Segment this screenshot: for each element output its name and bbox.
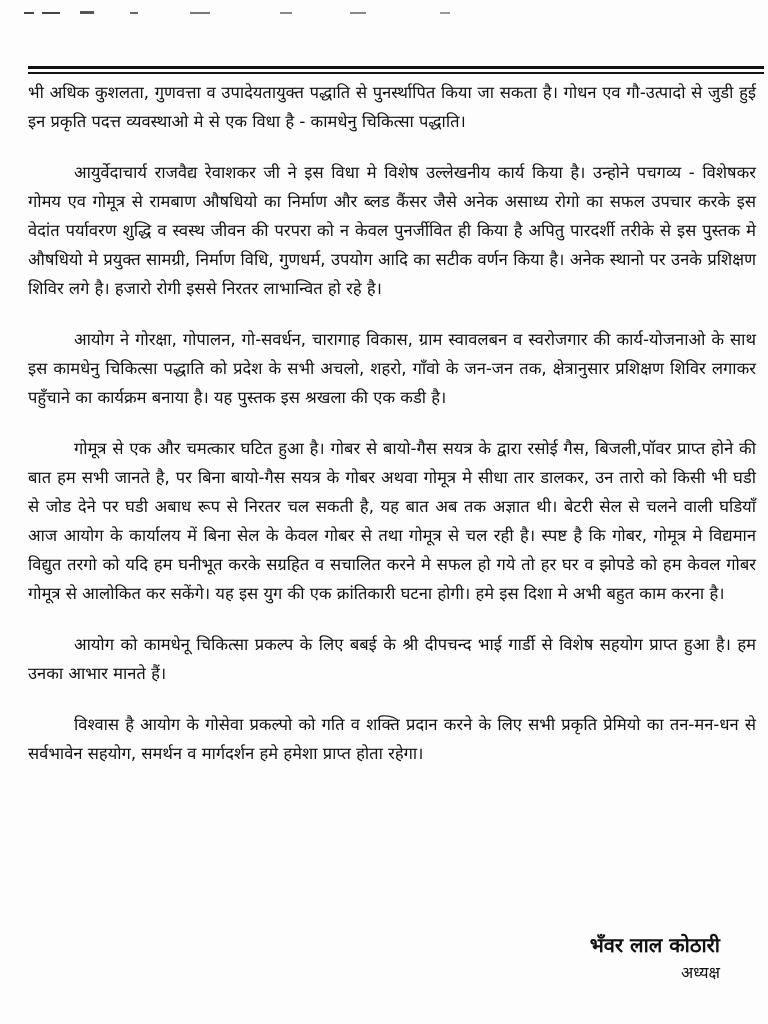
document-body (28, 78, 756, 790)
signature-block (590, 930, 720, 986)
paragraph-3: आयोग ने गोरक्षा, गोपालन, गो-सवर्धन, चारागाह विकास, ग्राम स्वावलबन व स्वरोजगार की कार्य-योजनाओ के साथ इस कामधेनु चिकित्सा पद्धाति को प्रदेश के सभी अचलो, शहरो, गाँवो के जन-जन तक, क्षेत्रानुसार प्रशिक्षण शिविर लगाकर पहुँचाने का कार्यक्रम बनाया है। यह पुस्तक इस श्रखला की एक कडी है। (28, 330, 756, 407)
top-divider-thin (28, 72, 764, 74)
paragraph-1: भी अधिक कुशलता, गुणवत्ता व उपादेयतायुक्त पद्धाति से पुनर्स्थापित किया जा सकता है। गोधन एव गौ-उत्पादो से जुडी हुई इन प्रकृति पदत्त व्यवस्थाओ मे से एक विधा है - कामधेनु चिकित्सा पद्धाति। (28, 83, 756, 131)
scan-artifact-marks (20, 8, 540, 18)
signatory-title: अध्यक्ष (681, 963, 720, 982)
paragraph-5: आयोग को कामधेनू चिकित्सा प्रकल्प के लिए बबई के श्री दीपचन्द भाई गार्डी से विशेष सहयोग प्राप्त हुआ है। हम उनका आभार मानते हैं। (28, 635, 756, 683)
signatory-name: भँवर लाल कोठारी (589, 933, 720, 957)
paragraph-4: गोमूत्र से एक और चमत्कार घटित हुआ है। गोबर से बायो-गैस सयत्र के द्वारा रसोई गैस, बिजली,पॉवर प्राप्त होने की बात हम सभी जानते है, पर बिना बायो-गैस सयत्र के गोबर अथवा गोमूत्र मे सीधा तार डालकर, उन तारो को किसी भी घडी से जोड देने पर घडी अबाध रूप से निरतर चल सकती है, यह बात अब तक अज्ञात थी। बेटरी सेल से चलने वाली घडियाँ आज आयोग के कार्यालय में बिना सेल के केवल गोबर से तथा गोमूत्र से चल रही है। स्पष्ट है कि गोबर, गोमूत्र मे विद्यमान विद्युत तरगो को यदि हम घनीभूत करके सग्रहित व सचालित करने मे सफल हो गये तो हर घर व झोपडे को हम केवल गोबर गोमूत्र से आलोकित कर सकेंगे। यह इस युग की एक क्रांतिकारी घटना होगी। हमे इस दिशा मे अभी बहुत काम करना है। (28, 439, 756, 603)
top-divider-thick (28, 66, 764, 69)
paragraph-2: आयुर्वेदाचार्य राजवैद्य रेवाशकर जी ने इस विधा मे विशेष उल्लेखनीय कार्य किया है। उन्होने पचगव्य - विशेषकर गोमय एव गोमूत्र से रामबाण औषधियो का निर्माण और ब्लड कैंसर जैसे अनेक असाध्य रोगो का सफल उपचार करके इस वेदांत पर्यावरण शुद्धि व स्वस्थ जीवन की परपरा को न केवल पुनर्जीवित ही किया है अपितु पारदर्शी तरीके से इस पुस्तक मे औषधियो मे प्रयुक्त सामग्री, निर्माण विधि, गुणधर्म, उपयोग आदि का सटीक वर्णन किया है। अनेक स्थानो पर उनके प्रशिक्षण शिविर लगे है। हजारो रोगी इससे निरतर लाभान्वित हो रहे है। (28, 163, 756, 298)
paragraph-6: विश्वास है आयोग के गोसेवा प्रकल्पो को गति व शक्ति प्रदान करने के लिए सभी प्रकृति प्रेमियो का तन-मन-धन से सर्वभावेन सहयोग, समर्थन व मार्गदर्शन हमे हमेशा प्राप्त होता रहेगा। (28, 715, 756, 763)
